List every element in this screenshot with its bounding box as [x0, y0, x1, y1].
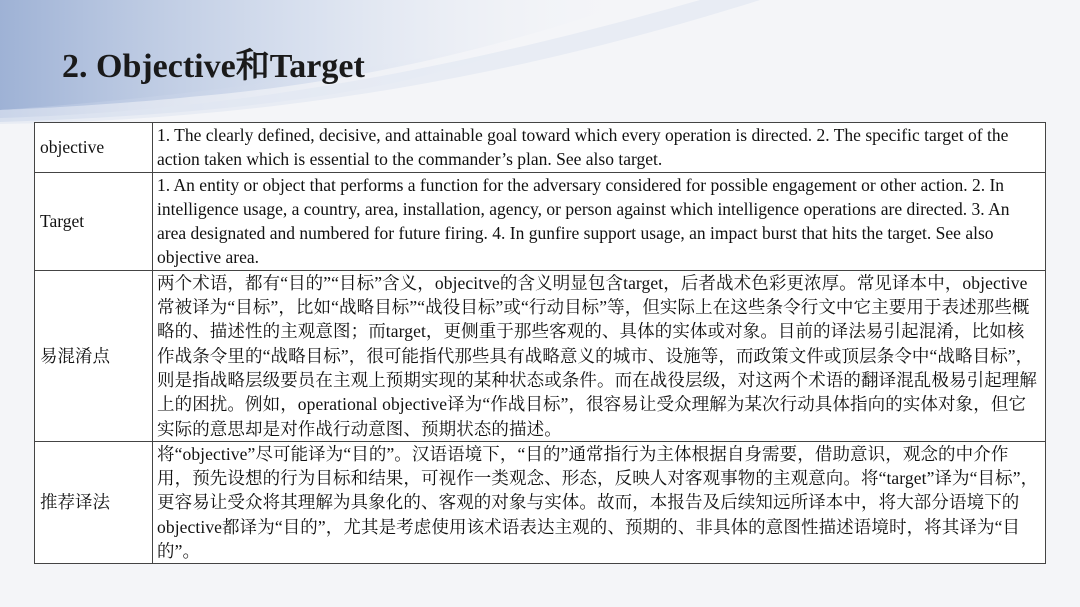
term-cell: 推荐译法	[35, 441, 153, 563]
definition-cell: 1. An entity or object that performs a function for the adversary considered for possible engagement or other action. 2. In intelligence usage, a country, area, installation, agency, or person against which intelligence operations are directed. 3. An area designated and numbered for future firing. 4. In gunfire support usage, an impact burst that hits the target. See also objective area.	[153, 172, 1046, 270]
table-row	[35, 441, 1046, 563]
definition-cell: 1. The clearly defined, decisive, and attainable goal toward which every operation is directed. 2. The specific target of the action taken which is essential to the commander’s plan. See also target.	[153, 123, 1046, 173]
definition-cell: 两个术语，都有“目的”“目标”含义，objecitve的含义明显包含target，后者战术色彩更浓厚。常见译本中，objective常被译为“目标”，比如“战略目标”“战役目标”或“行动目标”等，但实际上在这些条令行文中它主要用于表述那些概略的、描述性的主观意图；而target，更侧重于那些客观的、具体的实体或对象。目前的译法易引起混淆，比如核作战条令里的“战略目标”，很可能指代那些具有战略意义的城市、设施等，而政策文件或顶层条令中“战略目标”，则是指战略层级要员在主观上预期实现的某种状态或条件。而在战役层级，对这两个术语的翻译混乱极易引起理解上的困扰。例如，operational objective译为“作战目标”，很容易让受众理解为某次行动具体指向的实体对象，但它实际的意思却是对作战行动意图、预期状态的描述。	[153, 270, 1046, 441]
term-cell: 易混淆点	[35, 270, 153, 441]
term-cell: Target	[35, 172, 153, 270]
term-cell: objective	[35, 123, 153, 173]
table-row	[35, 270, 1046, 441]
table-row	[35, 172, 1046, 270]
table-row	[35, 123, 1046, 173]
terminology-table	[34, 122, 1046, 564]
slide-title: 2. Objective和Target	[62, 48, 365, 85]
definition-cell: 将“objective”尽可能译为“目的”。汉语语境下，“目的”通常指行为主体根据自身需要，借助意识，观念的中介作用，预先设想的行为目标和结果，可视作一类观念、形态，反映人对客观事物的主观意向。将“target”译为“目标”，更容易让受众将其理解为具象化的、客观的对象与实体。故而，本报告及后续知远所译本中，将大部分语境下的objective都译为“目的”，尤其是考虑使用该术语表达主观的、预期的、非具体的意图性描述语境时，将其译为“目的”。	[153, 441, 1046, 563]
